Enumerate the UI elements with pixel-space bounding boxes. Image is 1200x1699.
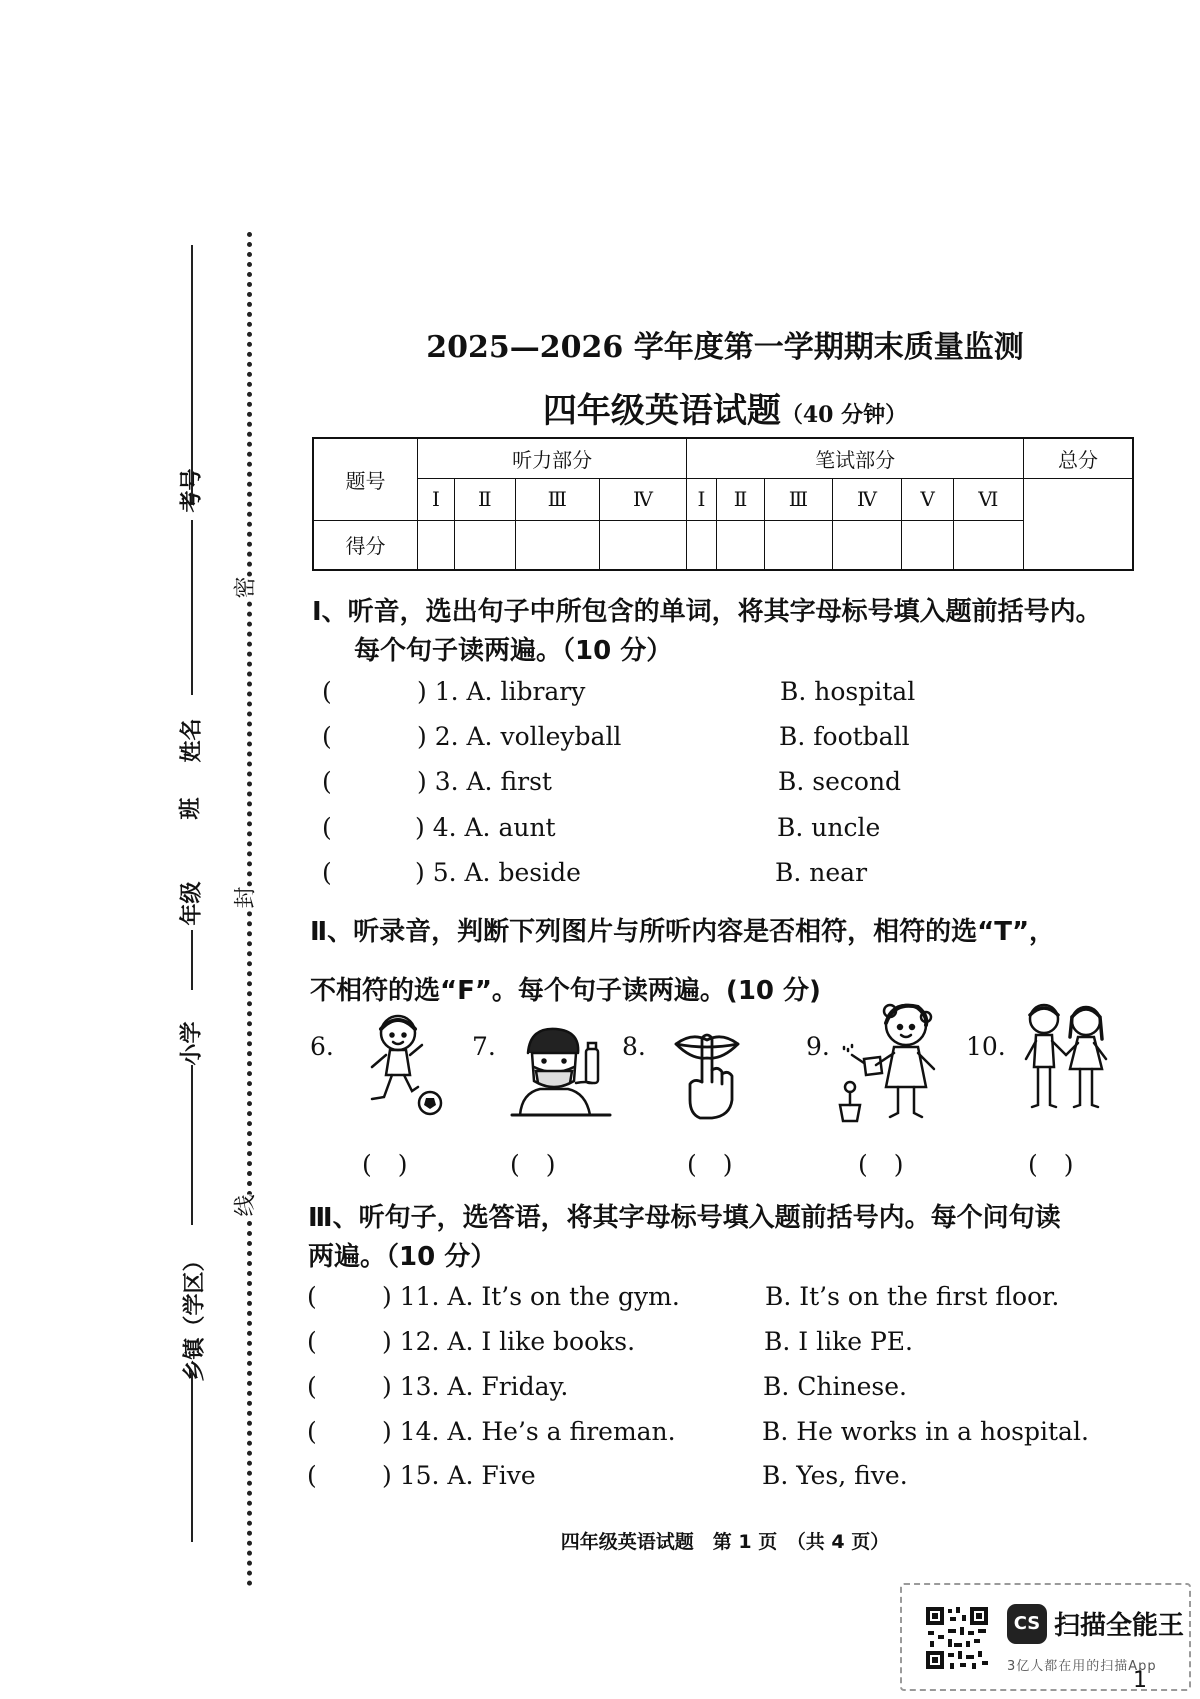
- exam-duration: （40 分钟）: [780, 402, 908, 428]
- score-cell[interactable]: [418, 520, 455, 570]
- binding-line-3: [191, 930, 193, 990]
- score-table-total-cell[interactable]: [1024, 478, 1134, 570]
- binding-dotted-line: [247, 232, 252, 1587]
- grade-label: 年级: [179, 881, 205, 926]
- option-a: ) 15. A. Five: [382, 1461, 536, 1490]
- score-cell[interactable]: [902, 520, 953, 570]
- score-table-writing-col: Ⅴ: [902, 478, 953, 520]
- score-table-writing-col: Ⅵ: [953, 478, 1023, 520]
- exam-title-main: 四年级英语试题: [542, 391, 781, 431]
- score-cell[interactable]: [716, 520, 764, 570]
- picture-number: 10.: [966, 1032, 1006, 1061]
- score-cell[interactable]: [454, 520, 515, 570]
- score-table-listening-col: Ⅲ: [515, 478, 599, 520]
- answer-paren[interactable]: (: [307, 1461, 317, 1490]
- scanner-app-name: 扫描全能王: [1054, 1611, 1185, 1641]
- exam-title-line2: [300, 383, 1150, 432]
- score-cell[interactable]: [599, 520, 686, 570]
- binding-line-top: [191, 245, 193, 505]
- binding-line-4: [191, 1065, 193, 1225]
- option-a: ) 1. A. library: [417, 677, 586, 706]
- seal-mi-label: 密: [227, 576, 262, 598]
- option-b: B. Yes, five.: [762, 1461, 908, 1490]
- picture-answer-paren[interactable]: ( ): [362, 1150, 408, 1179]
- option-a: ) 3. A. first: [417, 767, 552, 796]
- score-cell[interactable]: [953, 520, 1023, 570]
- option-b: B. uncle: [777, 813, 881, 842]
- class-label: 班: [178, 797, 204, 820]
- scanner-tagline: 3亿人都在用的扫描App: [1007, 1659, 1157, 1674]
- score-table-listening-col: Ⅰ: [418, 478, 455, 520]
- girl-watering-flower-icon: [834, 995, 960, 1125]
- nurse-with-bottle-icon: [506, 1023, 616, 1118]
- score-table-listening-col: Ⅳ: [599, 478, 686, 520]
- section3-title-line2: 两遍。（10 分）: [308, 1242, 497, 1272]
- boy-and-girl-holding-hands-icon: [1016, 995, 1116, 1115]
- picture-number: 7.: [472, 1032, 496, 1061]
- option-b: B. near: [775, 858, 868, 887]
- option-b: B. I like PE.: [764, 1327, 913, 1356]
- answer-paren[interactable]: (: [322, 722, 332, 751]
- score-cell[interactable]: [832, 520, 902, 570]
- option-a: ) 4. A. aunt: [415, 813, 556, 842]
- section2-title-line1: Ⅱ、听录音，判断下列图片与所听内容是否相符，相符的选“T”，: [310, 917, 1056, 947]
- page-footer: 四年级英语试题 第 1 页 （共 4 页）: [560, 1531, 890, 1553]
- answer-paren[interactable]: (: [322, 677, 332, 706]
- score-table-total-label: 总分: [1024, 438, 1134, 478]
- answer-paren[interactable]: (: [322, 767, 332, 796]
- answer-paren[interactable]: (: [322, 813, 332, 842]
- school-label: 小学: [179, 1021, 205, 1066]
- camscanner-logo-icon: CS: [1007, 1604, 1047, 1644]
- option-b: B. He works in a hospital.: [762, 1417, 1089, 1446]
- town-label: 乡镇（学区）: [182, 1249, 208, 1382]
- score-table-writing-col: Ⅱ: [716, 478, 764, 520]
- picture-answer-paren[interactable]: ( ): [687, 1150, 733, 1179]
- option-a: ) 2. A. volleyball: [417, 722, 622, 751]
- picture-number: 8.: [622, 1032, 646, 1061]
- answer-paren[interactable]: (: [322, 858, 332, 887]
- option-a: ) 13. A. Friday.: [382, 1372, 569, 1401]
- score-cell[interactable]: [765, 520, 832, 570]
- binding-line-2: [191, 520, 193, 695]
- picture-number: 6.: [310, 1032, 334, 1061]
- answer-paren[interactable]: (: [307, 1417, 317, 1446]
- scanner-watermark[interactable]: [900, 1583, 1191, 1691]
- option-b: B. It’s on the first floor.: [765, 1282, 1060, 1311]
- boy-playing-football-icon: [356, 1005, 451, 1120]
- option-a: ) 12. A. I like books.: [382, 1327, 636, 1356]
- quiet-finger-on-lips-icon: [672, 1030, 742, 1120]
- score-table-defen-label: 得分: [313, 520, 418, 570]
- score-table-writing-col: Ⅳ: [832, 478, 902, 520]
- score-table-tihao-label: 题号: [313, 438, 418, 520]
- score-cell[interactable]: [515, 520, 599, 570]
- score-table-listening-label: 听力部分: [418, 438, 687, 478]
- seal-feng-label: 封: [227, 886, 262, 908]
- score-table-writing-col: Ⅰ: [687, 478, 717, 520]
- option-a: ) 11. A. It’s on the gym.: [382, 1282, 680, 1311]
- score-table-writing-col: Ⅲ: [765, 478, 832, 520]
- binding-line-bottom: [191, 1372, 193, 1542]
- section3-title-line1: Ⅲ、听句子，选答语，将其字母标号填入题前括号内。每个问句读: [308, 1203, 1061, 1233]
- answer-paren[interactable]: (: [307, 1282, 317, 1311]
- exam-title-line1: 2025—2026 学年度第一学期期末质量监测: [426, 330, 1024, 365]
- score-table: [312, 437, 1134, 571]
- qr-code-icon: [924, 1605, 990, 1671]
- option-b: B. hospital: [780, 677, 916, 706]
- section1-title-line1: Ⅰ、听音，选出句子中所包含的单词，将其字母标号填入题前括号内。: [312, 597, 1102, 627]
- option-a: ) 5. A. beside: [415, 858, 581, 887]
- page-corner-number: 1: [1133, 1668, 1147, 1693]
- picture-number: 9.: [806, 1032, 830, 1061]
- option-a: ) 14. A. He’s a fireman.: [382, 1417, 676, 1446]
- answer-paren[interactable]: (: [307, 1327, 317, 1356]
- answer-paren[interactable]: (: [307, 1372, 317, 1401]
- section1-title-line2: 每个句子读两遍。（10 分）: [354, 636, 673, 666]
- score-cell[interactable]: [687, 520, 717, 570]
- name-label: 姓名: [179, 718, 205, 763]
- picture-answer-paren[interactable]: ( ): [858, 1150, 904, 1179]
- picture-answer-paren[interactable]: ( ): [1028, 1150, 1074, 1179]
- section2-title-line2: 不相符的选“F”。每个句子读两遍。(10 分): [310, 976, 821, 1006]
- picture-answer-paren[interactable]: ( ): [510, 1150, 556, 1179]
- option-b: B. second: [778, 767, 902, 796]
- option-b: B. Chinese.: [763, 1372, 907, 1401]
- option-b: B. football: [779, 722, 910, 751]
- score-table-listening-col: Ⅱ: [454, 478, 515, 520]
- seal-xian-label: 线: [227, 1194, 262, 1216]
- score-table-writing-label: 笔试部分: [687, 438, 1024, 478]
- exam-no-label: 考号: [179, 468, 205, 513]
